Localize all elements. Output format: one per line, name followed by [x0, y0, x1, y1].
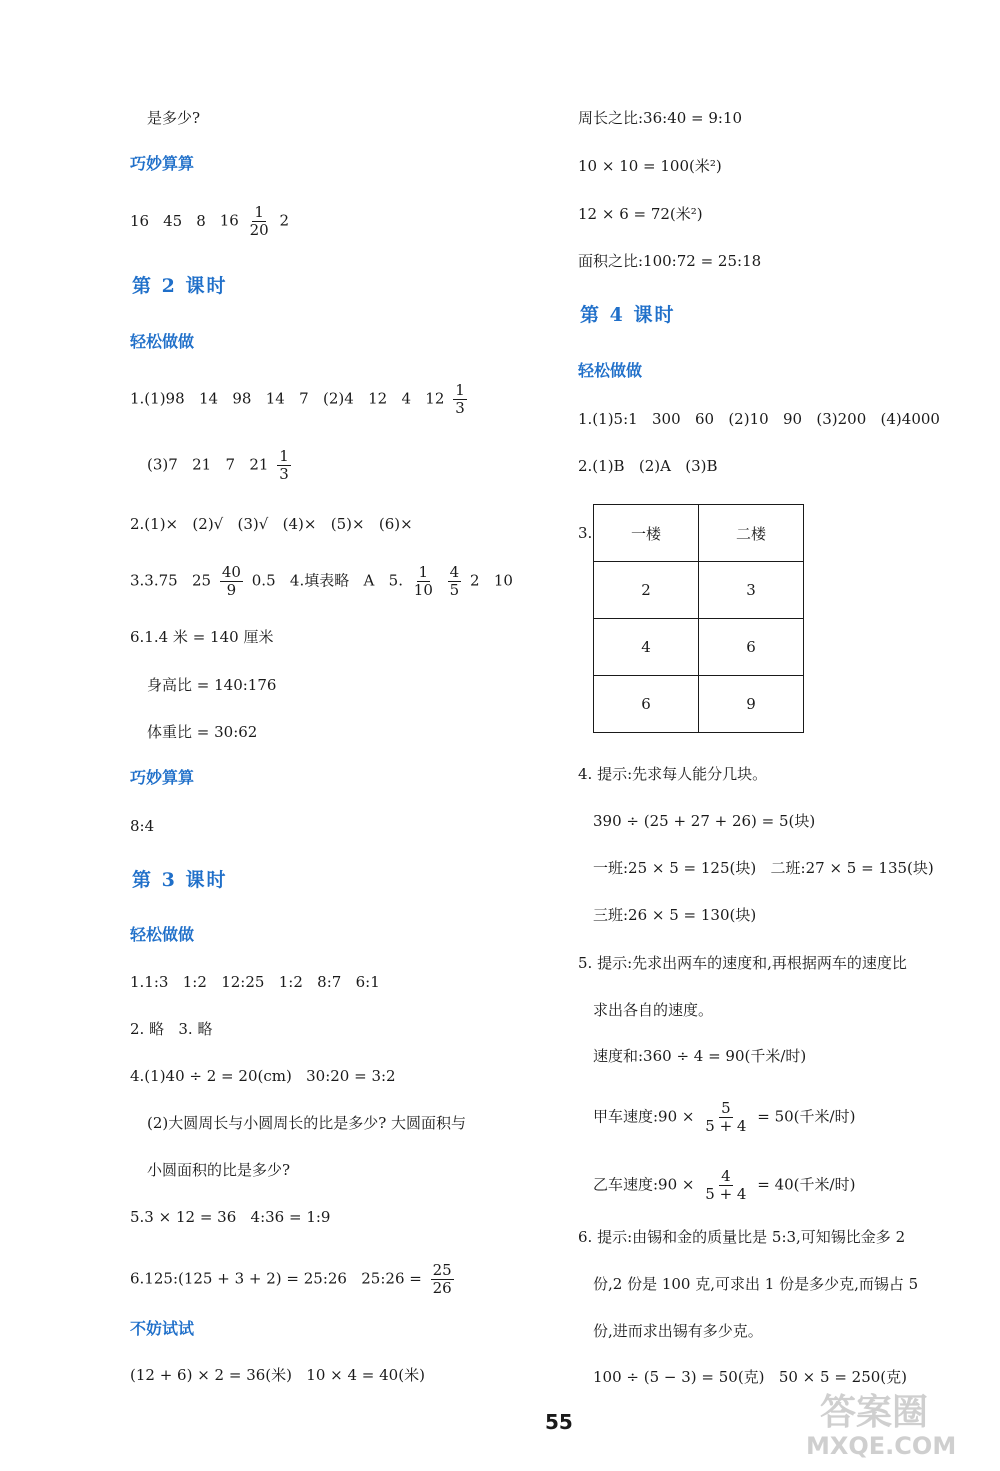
answer-line: 体重比 = 30:62: [147, 723, 258, 741]
answer-line: [130, 564, 513, 599]
answer-text: 乙车速度:90 ×: [593, 1175, 695, 1194]
numerator: 1: [418, 563, 429, 581]
numerator: 40: [221, 563, 241, 581]
table-cell: 9: [699, 676, 804, 733]
lesson-title: 第 3 课时: [132, 869, 228, 891]
denominator: 5 + 4: [705, 1185, 747, 1203]
denominator: 3: [455, 399, 465, 417]
numerator: 1: [279, 447, 289, 465]
fraction: [220, 564, 243, 599]
numerator: 4: [721, 1167, 731, 1185]
answer-line: [130, 382, 471, 417]
answer-text: 3.3.75 25: [130, 571, 212, 590]
answer-line: 5.3 × 12 = 36 4:36 = 1:9: [130, 1208, 331, 1226]
table-cell: 6: [699, 619, 804, 676]
answer-line: 4. 提示:先求每人能分几块。: [578, 765, 768, 783]
answer-text: 2 10: [469, 571, 513, 590]
denominator: 20: [249, 221, 269, 239]
answer-line: 390 ÷ (25 + 27 + 26) = 5(块): [593, 812, 816, 830]
answer-line: 一班:25 × 5 = 125(块) 二班:27 × 5 = 135(块): [593, 859, 934, 877]
table-row: [594, 676, 804, 733]
answer-line: (2)大圆周长与小圆周长的比是多少? 大圆面积与: [147, 1114, 467, 1132]
answer-line: 6.1.4 米 = 140 厘米: [130, 628, 274, 646]
answer-line: 面积之比:100:72 = 25:18: [578, 252, 762, 270]
fraction: [412, 564, 435, 599]
page-number: 55: [545, 1410, 573, 1434]
floor-table: [593, 504, 804, 733]
table-cell: 2: [594, 562, 699, 619]
answer-line: 速度和:360 ÷ 4 = 90(千米/时): [593, 1047, 807, 1065]
answer-line: 小圆面积的比是多少?: [147, 1161, 291, 1179]
denominator: 26: [432, 1279, 452, 1297]
table-header-row: [594, 505, 804, 562]
numerator: 1: [455, 381, 465, 399]
answer-line: 身高比 = 140:176: [147, 676, 277, 694]
answer-line: 2.(1)B (2)A (3)B: [578, 457, 718, 475]
answer-text: = 50(千米/时): [757, 1107, 856, 1126]
answer-text: 甲车速度:90 ×: [593, 1107, 695, 1126]
answer-label: 3.: [578, 524, 593, 542]
answer-text: (3)7 21 7 21: [147, 455, 269, 474]
answer-line: 10 × 10 = 100(米²): [578, 157, 722, 175]
answer-line: 求出各自的速度。: [593, 1001, 714, 1019]
number: 2: [279, 211, 290, 230]
answer-line: [593, 1168, 855, 1203]
answer-line: [130, 204, 289, 239]
section-heading: 巧妙算算: [130, 154, 195, 173]
answer-line: 1.1:3 1:2 12:25 1:2 8:7 6:1: [130, 973, 380, 991]
section-heading: 轻松做做: [578, 361, 643, 380]
denominator: 3: [279, 465, 289, 483]
answer-text: 0.5 4.填表略 A 5.: [251, 571, 403, 590]
denominator: 5: [449, 581, 460, 599]
denominator: 9: [226, 581, 237, 599]
table-cell: 3: [699, 562, 804, 619]
fraction: [703, 1168, 748, 1203]
table-header-cell: 一楼: [594, 505, 699, 562]
number: 16: [130, 211, 150, 230]
answer-line: 8:4: [130, 817, 155, 835]
number: 45: [163, 211, 183, 230]
table-row: [594, 619, 804, 676]
answer-text: = 40(千米/时): [757, 1175, 856, 1194]
numerator: 5: [721, 1099, 731, 1117]
fraction: [248, 204, 271, 239]
denominator: 10: [413, 581, 433, 599]
answer-line: 2. 略 3. 略: [130, 1020, 213, 1038]
section-heading: 轻松做做: [130, 925, 195, 944]
answer-line: 12 × 6 = 72(米²): [578, 205, 703, 223]
text-line: 是多少?: [147, 109, 201, 127]
numerator: 25: [432, 1261, 452, 1279]
fraction: [703, 1100, 748, 1135]
section-heading: 不妨试试: [130, 1319, 195, 1338]
numerator: 4: [449, 563, 460, 581]
answer-line: 4.(1)40 ÷ 2 = 20(cm) 30:20 = 3:2: [130, 1067, 396, 1085]
fraction: [277, 448, 291, 483]
lesson-title: 第 4 课时: [580, 304, 676, 326]
watermark-url: MXQE.COM: [806, 1432, 957, 1460]
answer-line: 三班:26 × 5 = 130(块): [593, 906, 757, 924]
answer-line: 周长之比:36:40 = 9:10: [578, 109, 743, 127]
answer-line: 份,进而求出锡有多少克。: [593, 1322, 763, 1340]
answer-line: 1.(1)5:1 300 60 (2)10 90 (3)200 (4)4000: [578, 410, 940, 428]
number: 8: [196, 211, 206, 230]
answer-line: (12 + 6) × 2 = 36(米) 10 × 4 = 40(米): [130, 1366, 425, 1384]
table-row: [594, 562, 804, 619]
fraction: [453, 382, 467, 417]
lesson-title: 第 2 课时: [132, 275, 228, 297]
answer-text: 1.(1)98 14 98 14 7 (2)4 12 4 12: [130, 389, 445, 408]
answer-line: 2.(1)× (2)√ (3)√ (4)× (5)× (6)×: [130, 515, 413, 533]
answer-line: 6. 提示:由锡和金的质量比是 5:3,可知锡比金多 2: [578, 1228, 906, 1246]
answer-line: 份,2 份是 100 克,可求出 1 份是多少克,而锡占 5: [593, 1275, 919, 1293]
table-cell: 4: [594, 619, 699, 676]
numerator: 1: [254, 203, 264, 221]
number: 16: [219, 211, 239, 230]
fraction: [448, 564, 462, 599]
answer-line: [593, 1100, 855, 1135]
fraction: [431, 1262, 454, 1297]
section-heading: 巧妙算算: [130, 768, 195, 787]
answer-line: [147, 448, 295, 483]
table-cell: 6: [594, 676, 699, 733]
answer-text: 6.125:(125 + 3 + 2) = 25:26 25:26 =: [130, 1269, 422, 1288]
answer-line: 5. 提示:先求出两车的速度和,再根据两车的速度比: [578, 954, 907, 972]
table-header-cell: 二楼: [699, 505, 804, 562]
denominator: 5 + 4: [705, 1117, 747, 1135]
watermark-logo: 答案圈: [820, 1392, 929, 1433]
section-heading: 轻松做做: [130, 332, 195, 351]
answer-line: 100 ÷ (5 − 3) = 50(克) 50 × 5 = 250(克): [593, 1368, 908, 1386]
answer-line: [130, 1262, 458, 1297]
